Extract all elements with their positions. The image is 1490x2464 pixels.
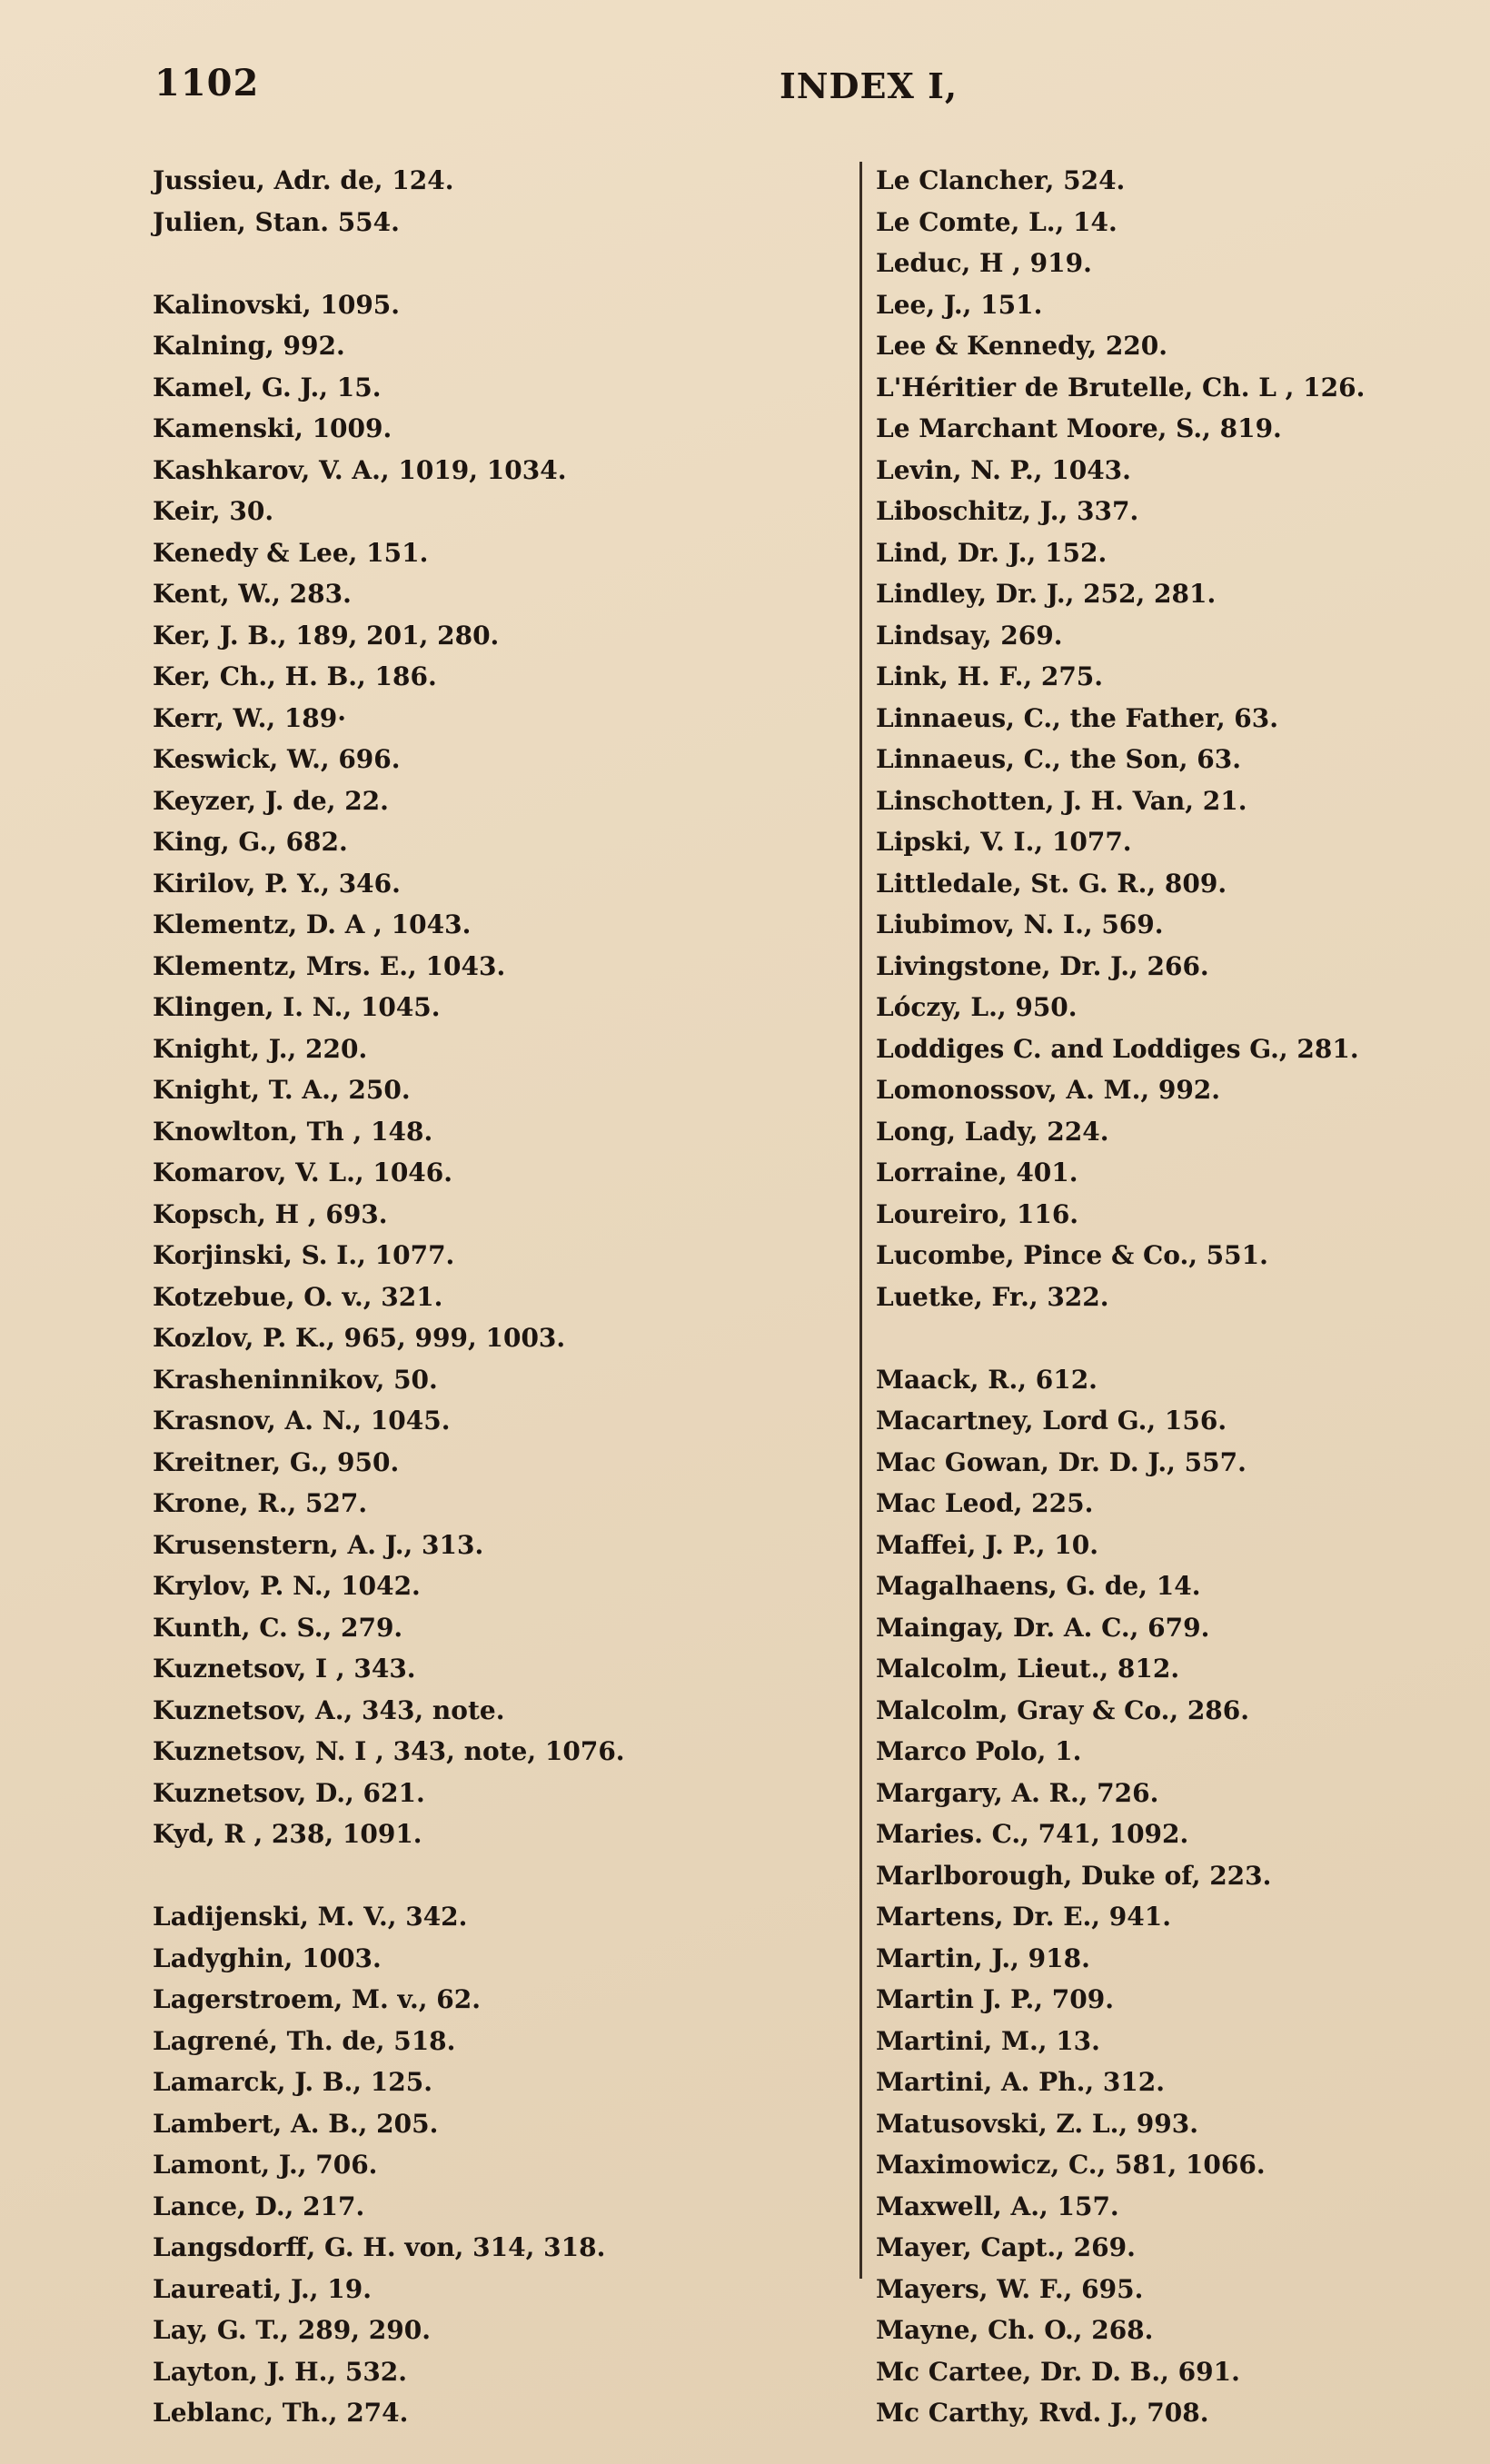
- index-entry: Kent, W., 283.: [153, 579, 352, 609]
- index-entry: Margary, A. R., 726.: [876, 1777, 1159, 1808]
- index-entry: Keir, 30.: [153, 496, 274, 526]
- index-entry: Ladyghin, 1003.: [153, 1942, 382, 1973]
- index-entry: Linnaeus, C., the Son, 63.: [876, 744, 1241, 774]
- index-entry: Kopsch, H , 693.: [153, 1198, 388, 1229]
- index-entry: Lambert, A. B., 205.: [153, 2108, 439, 2139]
- index-entry: Lagerstroem, M. v., 62.: [153, 1984, 481, 2014]
- index-entry: Matusovski, Z. L., 993.: [876, 2108, 1199, 2139]
- index-entry: Linnaeus, C., the Father, 63.: [876, 702, 1279, 733]
- index-entry: Lagrené, Th. de, 518.: [153, 2025, 456, 2056]
- index-entry: Kuznetsov, D., 621.: [153, 1777, 425, 1808]
- index-entry: Liboschitz, J., 337.: [876, 496, 1139, 526]
- index-entry: Marco Polo, 1.: [876, 1736, 1082, 1766]
- index-entry: Long, Lady, 224.: [876, 1116, 1109, 1147]
- index-entry: Lay, G. T., 289, 290.: [153, 2315, 431, 2345]
- index-entry: Krusenstern, A. J., 313.: [153, 1529, 484, 1560]
- index-entry: Mc Cartee, Dr. D. B., 691.: [876, 2356, 1240, 2387]
- index-entry: Macartney, Lord G., 156.: [876, 1406, 1227, 1436]
- index-entry: Lind, Dr. J., 152.: [876, 537, 1108, 568]
- index-entry: Maingay, Dr. A. C., 679.: [876, 1612, 1210, 1643]
- index-entry: Kalning, 992.: [153, 331, 345, 361]
- index-entry: Mayers, W. F., 695.: [876, 2273, 1144, 2304]
- running-head-title: INDEX I,: [780, 65, 959, 106]
- index-entry: Komarov, V. L., 1046.: [153, 1157, 453, 1187]
- index-entry: Lorraine, 401.: [876, 1157, 1078, 1187]
- index-entry: Ladijenski, M. V., 342.: [153, 1902, 468, 1932]
- index-entry: Korjinski, S. I., 1077.: [153, 1240, 455, 1270]
- index-entry: Keyzer, J. de, 22.: [153, 785, 389, 816]
- index-entry: L'Héritier de Brutelle, Ch. L , 126.: [876, 372, 1366, 402]
- index-entry: Marlborough, Duke of, 223.: [876, 1860, 1272, 1891]
- index-entry: Martin, J., 918.: [876, 1942, 1090, 1973]
- index-entry: Loureiro, 116.: [876, 1198, 1079, 1229]
- index-entry: Link, H. F., 275.: [876, 661, 1104, 691]
- index-entry: Laureati, J., 19.: [153, 2273, 372, 2304]
- index-entry: Lee & Kennedy, 220.: [876, 331, 1168, 361]
- index-entry: Lindsay, 269.: [876, 620, 1063, 651]
- index-entry: Kotzebue, O. v., 321.: [153, 1281, 443, 1312]
- index-entry: Le Comte, L., 14.: [876, 206, 1118, 237]
- index-entry: Luetke, Fr., 322.: [876, 1281, 1109, 1312]
- index-entry: Maffei, J. P., 10.: [876, 1529, 1099, 1560]
- index-entry: Mayne, Ch. O., 268.: [876, 2315, 1154, 2345]
- index-entry: Mayer, Capt., 269.: [876, 2232, 1136, 2262]
- index-entry: Knowlton, Th , 148.: [153, 1116, 433, 1147]
- index-entry: Klingen, I. N., 1045.: [153, 992, 441, 1022]
- index-entry: King, G., 682.: [153, 827, 348, 857]
- index-entry: Martini, A. Ph., 312.: [876, 2067, 1166, 2097]
- index-entry: Kozlov, P. K., 965, 999, 1003.: [153, 1323, 566, 1353]
- index-entry: Littledale, St. G. R., 809.: [876, 868, 1227, 899]
- index-entry: Levin, N. P., 1043.: [876, 454, 1131, 485]
- index-entry: Klementz, Mrs. E., 1043.: [153, 950, 506, 981]
- index-entry: Krone, R., 527.: [153, 1488, 368, 1518]
- left-index-column: [153, 160, 843, 2434]
- index-entry: Maack, R., 612.: [876, 1364, 1098, 1395]
- index-entry: Lance, D., 217.: [153, 2191, 365, 2221]
- index-entry: Keswick, W., 696.: [153, 744, 401, 774]
- index-entry: Martin J. P., 709.: [876, 1984, 1114, 2014]
- index-entry: Maries. C., 741, 1092.: [876, 1819, 1189, 1849]
- index-entry: Liubimov, N. I., 569.: [876, 909, 1164, 939]
- index-entry: Kreitner, G., 950.: [153, 1446, 400, 1477]
- index-entry: Lee, J., 151.: [876, 289, 1043, 320]
- index-entry: Le Marchant Moore, S., 819.: [876, 413, 1282, 443]
- index-entry: Knight, T. A., 250.: [153, 1075, 411, 1105]
- index-entry: Leblanc, Th., 274.: [153, 2398, 409, 2428]
- index-entry: Klementz, D. A , 1043.: [153, 909, 472, 939]
- index-entry: Kamel, G. J., 15.: [153, 372, 382, 402]
- index-entry: Ker, Ch., H. B., 186.: [153, 661, 437, 691]
- index-entry: Malcolm, Gray & Co., 286.: [876, 1694, 1250, 1725]
- index-entry: Layton, J. H., 532.: [153, 2356, 408, 2387]
- index-entry: Krylov, P. N., 1042.: [153, 1571, 421, 1601]
- index-entry: Lóczy, L., 950.: [876, 992, 1078, 1022]
- index-entry: Martens, Dr. E., 941.: [876, 1902, 1171, 1932]
- index-entry: Kashkarov, V. A., 1019, 1034.: [153, 454, 567, 485]
- index-entry: Kirilov, P. Y., 346.: [153, 868, 401, 899]
- index-entry: Kerr, W., 189·: [153, 702, 347, 733]
- index-entry: Kyd, R , 238, 1091.: [153, 1819, 422, 1849]
- index-entry: Ker, J. B., 189, 201, 280.: [153, 620, 500, 651]
- index-entry: Linschotten, J. H. Van, 21.: [876, 785, 1247, 816]
- index-entry: Lomonossov, A. M., 992.: [876, 1075, 1221, 1105]
- index-entry: Maxwell, A., 157.: [876, 2191, 1119, 2221]
- index-entry: Kamenski, 1009.: [153, 413, 392, 443]
- index-entry: Mac Gowan, Dr. D. J., 557.: [876, 1446, 1247, 1477]
- index-entry: Langsdorff, G. H. von, 314, 318.: [153, 2232, 606, 2262]
- index-entry: Martini, M., 13.: [876, 2025, 1100, 2056]
- index-entry: Julien, Stan. 554.: [153, 206, 400, 237]
- index-entry: Kunth, C. S., 279.: [153, 1612, 403, 1643]
- index-entry: Krasnov, A. N., 1045.: [153, 1406, 451, 1436]
- group-spacer: [153, 1855, 843, 1897]
- index-entry: Mc Carthy, Rvd. J., 708.: [876, 2398, 1209, 2428]
- index-entry: Le Clancher, 524.: [876, 165, 1126, 195]
- index-entry: Mac Leod, 225.: [876, 1488, 1094, 1518]
- index-entry: Kalinovski, 1095.: [153, 289, 401, 320]
- right-index-column: [876, 160, 1475, 2434]
- group-spacer: [876, 1317, 1475, 1359]
- index-entry: Lucombe, Pince & Co., 551.: [876, 1240, 1268, 1270]
- index-entry: Loddiges C. and Loddiges G., 281.: [876, 1033, 1359, 1064]
- index-entry: Lindley, Dr. J., 252, 281.: [876, 579, 1217, 609]
- page-number: 1102: [154, 62, 260, 104]
- index-entry: Leduc, H , 919.: [876, 248, 1092, 278]
- index-entry: Krasheninnikov, 50.: [153, 1364, 438, 1395]
- index-entry: Kenedy & Lee, 151.: [153, 537, 429, 568]
- index-entry: Knight, J., 220.: [153, 1033, 368, 1064]
- group-spacer: [153, 243, 843, 284]
- index-entry: Livingstone, Dr. J., 266.: [876, 950, 1209, 981]
- index-entry: Maximowicz, C., 581, 1066.: [876, 2150, 1266, 2180]
- index-entry: Magalhaens, G. de, 14.: [876, 1571, 1201, 1601]
- index-entry: Lamont, J., 706.: [153, 2150, 378, 2180]
- column-divider: [859, 162, 862, 2279]
- index-entry: Jussieu, Adr. de, 124.: [153, 165, 454, 195]
- index-entry: Lipski, V. I., 1077.: [876, 827, 1132, 857]
- index-entry: Lamarck, J. B., 125.: [153, 2067, 432, 2097]
- index-entry: Kuznetsov, N. I , 343, note, 1076.: [153, 1736, 625, 1766]
- index-entry: Malcolm, Lieut., 812.: [876, 1654, 1180, 1684]
- index-entry: Kuznetsov, I , 343.: [153, 1654, 416, 1684]
- index-entry: Kuznetsov, A., 343, note.: [153, 1694, 505, 1725]
